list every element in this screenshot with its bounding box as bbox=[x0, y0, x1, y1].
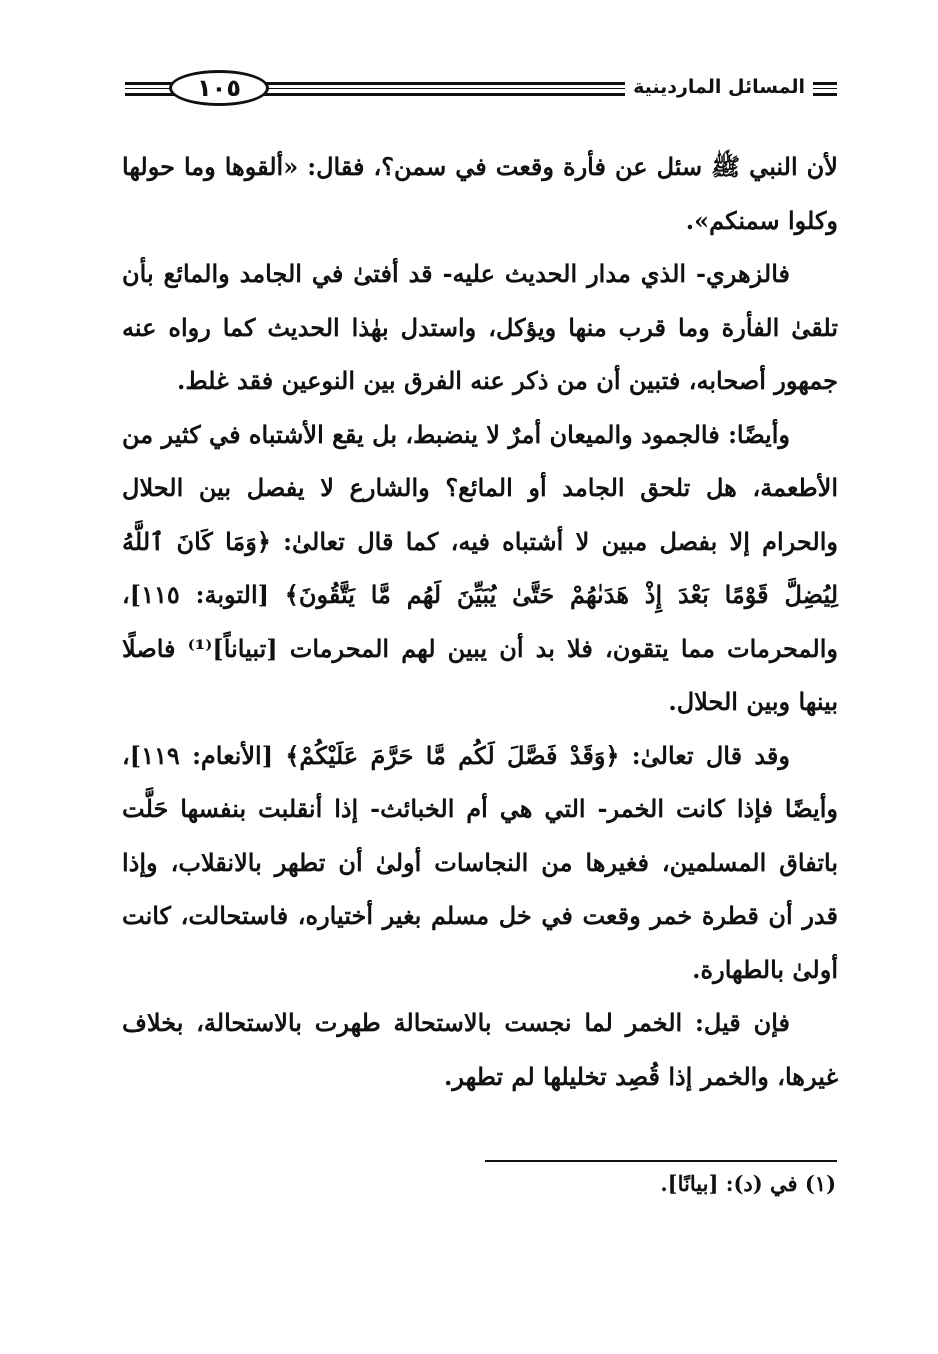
paragraph: فالزهري- الذي مدار الحديث عليه- قد أفتىٰ في الجامد والمائع بأن تلقىٰ الفأرة وما قرب منها ويؤكل، واستدل بهٰذا الحديث كما رواه عنه جمهور أصحابه، فتبين أن من ذكر عنه الفرق بين النوعين فقد غلط. bbox=[122, 259, 838, 395]
page-header bbox=[125, 68, 837, 110]
paragraph: وأيضًا: فالجمود والميعان أمرٌ لا ينضبط، بل يقع الأشتباه في كثير من الأطعمة، هل تلحق الجامد أو المائع؟ والشارع لا يفصل بين الحلال والحرام إلا بفصل مبين لا أشتباه فيه، كما قال تعالىٰ: ﴿وَمَا كَانَ ٱللَّهُ لِيُضِلَّ قَوْمًا بَعْدَ إِذْ هَدَىٰهُمْ حَتَّىٰ يُبَيِّنَ لَهُم مَّا يَتَّقُونَ﴾ [التوبة: ١١٥]، والمحرمات مما يتقون، فلا بد أن يبين لهم المحرمات [تبياناً]⁽¹⁾ فاصلًا بينها وبين الحلال. bbox=[122, 419, 838, 716]
main-text bbox=[122, 140, 838, 1103]
paragraph: فإن قيل: الخمر لما نجست بالاستحالة طهرت بالاستحالة، بخلاف غيرها، والخمر إذا قُصِد تخليلها لم تطهر. bbox=[122, 1008, 838, 1091]
paragraph: لأن النبي ﷺ سئل عن فأرة وقعت في سمن؟، فقال: «ألقوها وما حولها وكلوا سمنكم». bbox=[122, 152, 838, 235]
paragraph: وقد قال تعالىٰ: ﴿وَقَدْ فَصَّلَ لَكُم مَّا حَرَّمَ عَلَيْكُمْ﴾ [الأنعام: ١١٩]، وأيضًا فإذا كانت الخمر- التي هي أم الخبائث- إذا أنقلبت بنفسها حَلَّت باتفاق المسلمين، فغيرها من النجاسات أولىٰ أن تطهر بالانقلاب، وإذا قدر أن قطرة خمر وقعت في خل مسلم بغير أختياره، فاستحالت، كانت أولىٰ بالطهارة. bbox=[122, 740, 838, 984]
footnote: (١) في (د): [بيانًا]. bbox=[660, 1171, 836, 1196]
book-title: المسائل الماردينية bbox=[625, 72, 813, 102]
footnote-separator bbox=[485, 1160, 837, 1162]
page-number: ١٠٥ bbox=[169, 70, 269, 106]
